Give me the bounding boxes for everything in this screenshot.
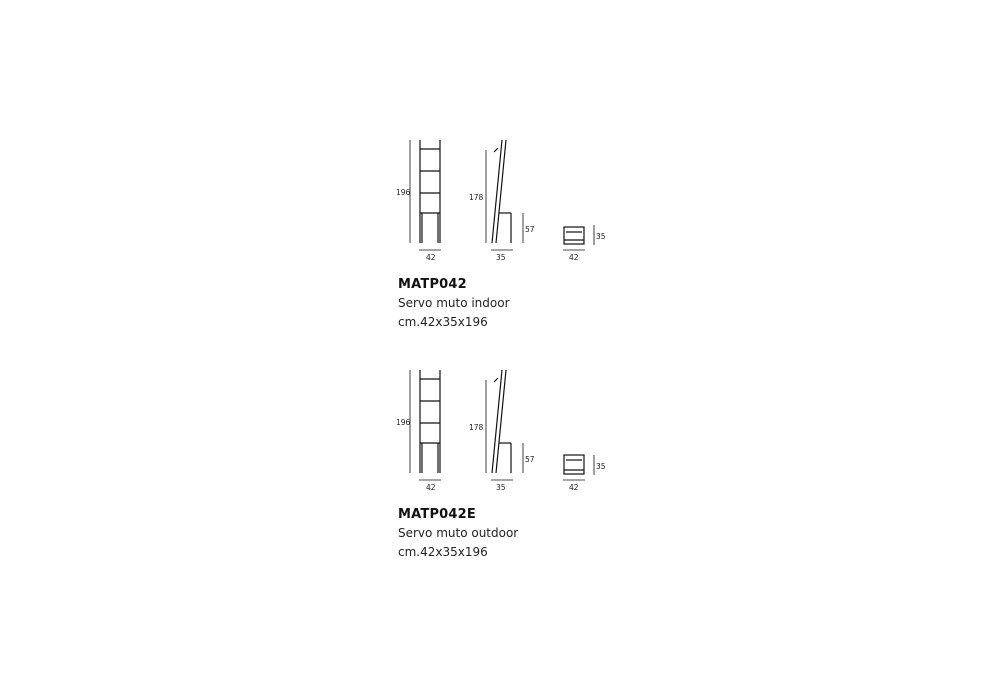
product-code: MATP042E [398, 507, 477, 522]
front-height-label: 196 [396, 418, 411, 427]
technical-drawing [395, 135, 655, 270]
side-width-label: 35 [496, 483, 506, 492]
top-depth-label: 35 [596, 232, 606, 241]
front-width-label: 42 [426, 483, 436, 492]
seat-height-label: 57 [525, 455, 535, 464]
side-view-drawing [469, 140, 535, 262]
front-height-label: 196 [396, 188, 411, 197]
side-height-label: 178 [469, 193, 484, 202]
top-view-drawing [563, 455, 606, 492]
top-depth-label: 35 [596, 462, 606, 471]
seat-height-label: 57 [525, 225, 535, 234]
top-width-label: 42 [569, 483, 579, 492]
front-view-drawing [396, 140, 441, 262]
front-view-drawing [396, 370, 441, 492]
product-card [395, 365, 655, 565]
side-height-label: 178 [469, 423, 484, 432]
top-view-drawing [563, 225, 606, 262]
product-description: Servo muto indoor [398, 296, 510, 310]
product-card [395, 135, 655, 335]
product-size: cm.42x35x196 [398, 315, 488, 329]
product-code: MATP042 [398, 277, 467, 292]
side-width-label: 35 [496, 253, 506, 262]
technical-drawing [395, 365, 655, 500]
side-view-drawing [469, 370, 535, 492]
front-width-label: 42 [426, 253, 436, 262]
product-description: Servo muto outdoor [398, 526, 519, 540]
top-width-label: 42 [569, 253, 579, 262]
product-size: cm.42x35x196 [398, 545, 488, 559]
